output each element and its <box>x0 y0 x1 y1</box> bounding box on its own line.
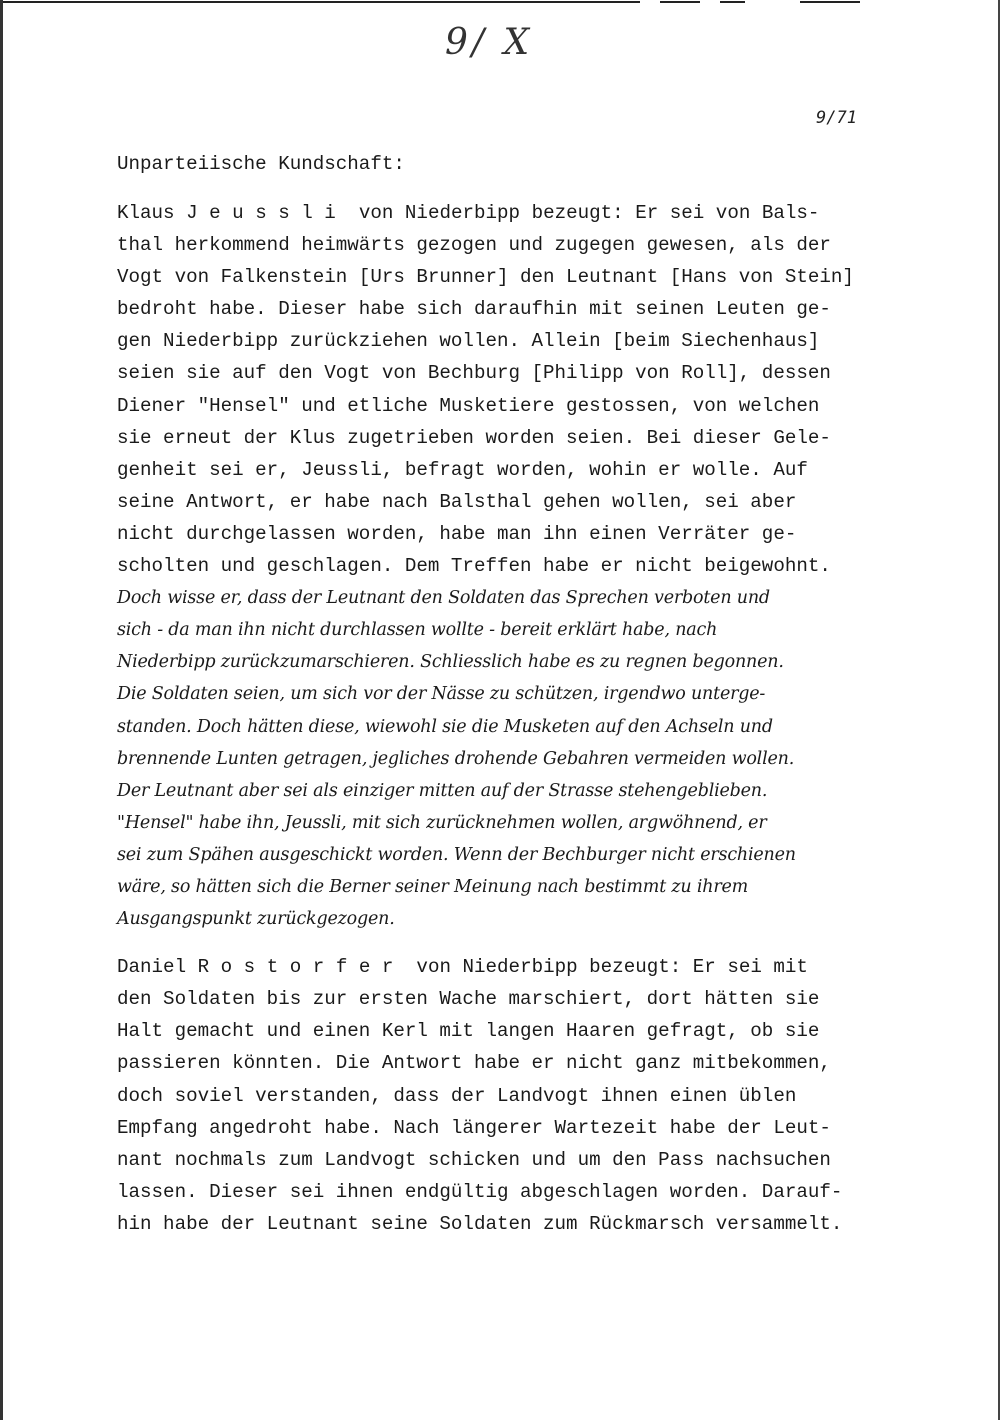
spaced-name: Rostorfer <box>197 956 405 979</box>
text-line: Daniel Rostorfer von Niederbipp bezeugt: Er sei mit <box>117 956 808 979</box>
document-heading: Unparteiische Kundschaft: <box>117 153 405 175</box>
text-line: scholten und geschlagen. Dem Treffen habe er nicht beigewohnt. <box>117 555 831 578</box>
italic-text-line: Doch wisse er, dass der Leutnant den Soldaten das Sprechen verboten und <box>117 588 770 609</box>
page-number: 9/71 <box>816 108 857 128</box>
text-line: seien sie auf den Vogt von Bechburg [Philipp von Roll], dessen <box>117 362 831 385</box>
text-line: den Soldaten bis zur ersten Wache marschiert, dort hätten sie <box>117 988 820 1011</box>
text-line: passieren könnten. Die Antwort habe er nicht ganz mitbekommen, <box>117 1052 831 1075</box>
testimony-jeussli <box>117 197 897 935</box>
text-line: Vogt von Falkenstein [Urs Brunner] den Leutnant [Hans von Stein] <box>117 266 854 289</box>
italic-text-line: standen. Doch hätten diese, wiewohl sie die Musketen auf den Achseln und <box>117 716 773 737</box>
text-line: nicht durchgelassen worden, habe man ihn einen Verräter ge- <box>117 522 797 545</box>
text-line: seine Antwort, er habe nach Balsthal gehen wollen, sei aber <box>117 490 797 513</box>
scan-left-edge <box>0 0 3 1420</box>
text-line: bedroht habe. Dieser habe sich daraufhin mit seinen Leuten ge- <box>117 298 831 321</box>
italic-text-line: brennende Lunten getragen, jegliches drohende Gebahren vermeiden wollen. <box>117 748 795 769</box>
italic-text-line: "Hensel" habe ihn, Jeussli, mit sich zurücknehmen wollen, argwöhnend, er <box>117 812 767 833</box>
text-line: Empfang angedroht habe. Nach längerer Wartezeit habe der Leut- <box>117 1116 831 1139</box>
text-line: thal herkommend heimwärts gezogen und zugegen gewesen, als der <box>117 234 831 257</box>
italic-text-line: Der Leutnant aber sei als einziger mitten auf der Strasse stehengeblieben. <box>117 780 768 801</box>
text-line: lassen. Dieser sei ihnen endgültig abgeschlagen worden. Darauf- <box>117 1180 843 1203</box>
testimony-rostorfer <box>117 951 897 1240</box>
italic-text-line: Niederbipp zurückzumarschieren. Schliesslich habe es zu regnen begonnen. <box>117 652 784 673</box>
text-line: hin habe der Leutnant seine Soldaten zum Rückmarsch versammelt. <box>117 1212 843 1235</box>
text-line: doch soviel verstanden, dass der Landvogt ihnen einen üblen <box>117 1084 797 1107</box>
italic-text-line: Ausgangspunkt zurückgezogen. <box>117 909 395 930</box>
text-line: sie erneut der Klus zugetrieben worden seien. Bei dieser Gele- <box>117 426 831 449</box>
text-line: Halt gemacht und einen Kerl mit langen Haaren gefragt, ob sie <box>117 1020 820 1043</box>
handwritten-mark: 9/ X <box>445 22 534 63</box>
document-body <box>117 148 897 1240</box>
text-line: genheit sei er, Jeussli, befragt worden, wohin er wolle. Auf <box>117 458 808 481</box>
text-line: nant nochmals zum Landvogt schicken und um den Pass nachsuchen <box>117 1148 831 1171</box>
text-line: Klaus Jeussli von Niederbipp bezeugt: Er sei von Bals- <box>117 202 820 224</box>
text-line: Diener "Hensel" und etliche Musketiere gestossen, von welchen <box>117 394 820 417</box>
italic-text-line: Die Soldaten seien, um sich vor der Nässe zu schützen, irgendwo unterge- <box>117 684 766 705</box>
italic-text-line: wäre, so hätten sich die Berner seiner Meinung nach bestimmt zu ihrem <box>117 876 749 897</box>
scan-top-edge <box>0 0 1000 4</box>
italic-text-line: sei zum Spähen ausgeschickt worden. Wenn der Bechburger nicht erschienen <box>117 844 796 865</box>
italic-text-line: sich - da man ihn nicht durchlassen wollte - bereit erklärt habe, nach <box>117 620 718 641</box>
text-line: gen Niederbipp zurückziehen wollen. Allein [beim Siechenhaus] <box>117 330 820 353</box>
spaced-name: Jeussli <box>186 202 348 224</box>
